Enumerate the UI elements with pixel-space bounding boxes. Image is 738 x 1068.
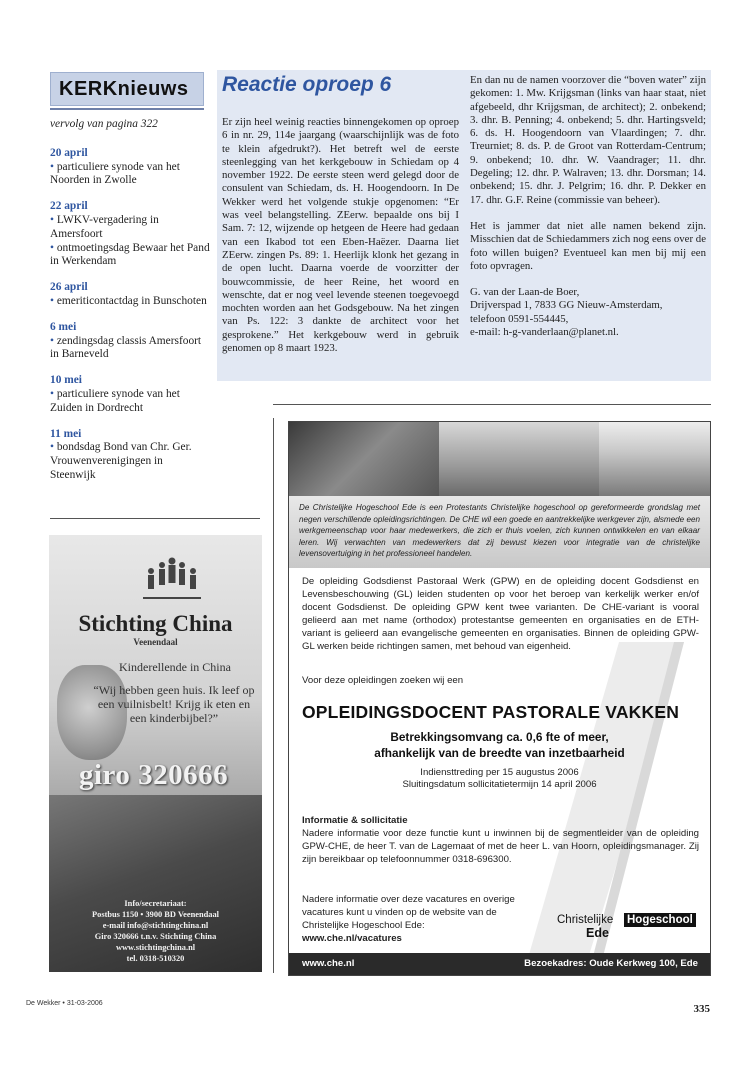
event-date: 6 mei bbox=[50, 320, 77, 333]
stichting-china-ad bbox=[49, 535, 262, 972]
china-ad-subtitle: Veenendaal bbox=[133, 637, 178, 647]
bullet-icon: • bbox=[50, 213, 57, 226]
china-ad-headline: Kinderellende in China bbox=[119, 660, 231, 674]
kerknieuws-column bbox=[50, 118, 210, 483]
kerknieuws-rule bbox=[50, 108, 204, 110]
kerknieuws-title: KERKnieuws bbox=[59, 78, 189, 100]
che-body: De opleiding Godsdienst Pastoraal Werk (GPW) en de opleiding docent Godsdienst en Levensbeschouwing (GL) leiden studenten op voor het beroep van kerkelijk werker en/of docent Godsdienst. De opleiding GPW kent twee varianten. De CHE-variant is vooral gelieerd aan met name (orthodox) protestantse gemeenten en organisaties en de ETH-variant is gelieerd aan evangelische gemeenten en organisaties. Binnen de opleiding GPW-GL werken beide richtingen samen, met behoud van eigenheid. bbox=[302, 576, 699, 652]
info-body: Nadere informatie voor deze functie kunt u inwinnen bij de segmentleider van de opleiding GPW-CHE, de heer T. van de Lagemaat of met de heer L. van Hoorn, opleidingsmanager. Zij zijn bereikbaar op telefoonnummer 0318-696300. bbox=[302, 827, 699, 865]
che-logo bbox=[557, 910, 702, 940]
signature-email: e-mail: h-g-vanderlaan@planet.nl. bbox=[470, 326, 619, 339]
more-info-text: Nadere informatie over deze vacatures en overige vacatures kunt u vinden op de website van de Christelijke Hogeschool Ede: bbox=[302, 894, 515, 931]
contact-line: www.stichtingchina.nl bbox=[115, 943, 196, 952]
event-item bbox=[50, 214, 210, 242]
closing-date: Sluitingsdatum sollicitatietermijn 14 april 2006 bbox=[402, 779, 597, 791]
signature-phone: telefoon 0591-554445, bbox=[470, 312, 569, 325]
event-item bbox=[50, 295, 210, 309]
event-item bbox=[50, 242, 210, 270]
che-intro: De Christelijke Hogeschool Ede is een Protestants Christelijke hogeschool op gereformeerde grondslag met negen verschillende opleidingsrichtingen. De CHE wil een goede en aantrekkelijke werkgever zijn, alsmede een werkgemeenschap voor haar medewerkers, die zich er thuis voelen, zich kunnen ontwikkelen en van elkaar leren. Wij verwachten van medewerkers dat zij bewust kiezen voor integratie van de christelijke levensovertuiging in het professioneel handelen. bbox=[289, 496, 710, 568]
che-footer-bar bbox=[289, 953, 710, 975]
che-zoeken: Voor deze opleidingen zoeken wij een bbox=[302, 675, 464, 686]
kerknieuws-events bbox=[50, 147, 210, 483]
vacancy-scope-line2: afhankelijk van de breedte van inzetbaarheid bbox=[374, 746, 625, 760]
info-section bbox=[302, 815, 699, 867]
event-item bbox=[50, 161, 210, 189]
kerknieuws-vervolg: vervolg van pagina 322 bbox=[50, 118, 158, 130]
china-ad-quote: “Wij hebben geen huis. Ik leef op een vuilnisbelt! Krijg ik eten en een kinderbijbel?” bbox=[93, 683, 255, 725]
contact-line: tel. 0318-510320 bbox=[126, 954, 185, 963]
bullet-icon: • bbox=[50, 387, 57, 400]
computer-lab-photo bbox=[439, 422, 599, 496]
che-visit-address: Bezoekadres: Oude Kerkweg 100, Ede bbox=[524, 958, 698, 969]
event-text: particuliere synode van het Noorden in Zwolle bbox=[50, 160, 180, 187]
logo-word-christelijke: Christelijke bbox=[557, 914, 614, 926]
contact-line: Info/secretariaat: bbox=[124, 899, 187, 908]
contact-line: Giro 320666 t.n.v. Stichting China bbox=[94, 932, 217, 941]
event-text: particuliere synode van het Zuiden in Dordrecht bbox=[50, 387, 180, 414]
reactie-closing: Het is jammer dat niet alle namen bekend zijn. Misschien dat de Schiedammers zich nog eens over de foto willen buigen? Eventueel kan men bij mij een foto opvragen. bbox=[470, 219, 706, 272]
more-info bbox=[302, 894, 532, 946]
event-date: 11 mei bbox=[50, 427, 82, 440]
che-vacancy-ad bbox=[288, 421, 711, 976]
signature-name: G. van der Laan-de Boer, bbox=[470, 286, 580, 299]
che-website-link[interactable]: www.che.nl bbox=[302, 958, 355, 969]
vertical-divider bbox=[273, 418, 274, 973]
event-text: ontmoetingsdag Bewaar het Pand in Werkendam bbox=[50, 241, 210, 268]
vacancy-title: OPLEIDINGSDOCENT PASTORALE VAKKEN bbox=[302, 702, 680, 722]
bullet-icon: • bbox=[50, 241, 57, 254]
kerknieuws-header bbox=[50, 72, 204, 106]
event-text: zendingsdag classis Amersfoort in Barneveld bbox=[50, 334, 202, 361]
vacancy-scope bbox=[289, 729, 710, 761]
building-photo bbox=[599, 422, 710, 496]
vacancy-scope-line1: Betrekkingsomvang ca. 0,6 fte of meer, bbox=[390, 730, 609, 744]
china-ad-title: Stichting China bbox=[78, 611, 233, 636]
bullet-icon: • bbox=[50, 441, 57, 454]
classroom-photo bbox=[289, 422, 439, 496]
china-ad-contact bbox=[49, 898, 262, 964]
vacancy-dates bbox=[289, 767, 710, 792]
event-text: bondsdag Bond van Chr. Ger. Vrouwenverenigingen in Steenwijk bbox=[50, 441, 192, 481]
start-date: Indiensttreding per 15 augustus 2006 bbox=[420, 767, 579, 778]
event-text: emeriticontactdag in Bunschoten bbox=[56, 294, 207, 307]
contact-line: Postbus 1150 • 3900 BD Veenendaal bbox=[92, 910, 219, 919]
event-text: LWKV-vergadering in Amersfoort bbox=[50, 213, 159, 240]
che-photo-strip bbox=[289, 422, 710, 496]
info-heading: Informatie & sollicitatie bbox=[302, 815, 408, 826]
reactie-column-1: Er zijn heel weinig reacties binnengekomen op oproep 6 in nr. 29, 114e jaargang (waarschijnlijk was de foto te klein afgedrukt?). Het betreft wel de eerste steenlegging van het kerkgebouw in Schiedam op 4 november 1922. De eerste steen werd gelegd door de consulent van Schiedam, ds. H. Hoogendoorn. In De Wekker werd het volgende stukje opgenomen: “Er was veel belangstelling. ZEerw. bepaalde ons bij I Sam. 7: 12, wijzende op hetgeen de Heere had gedaan van een Ikabod tot een Eben-Haëzer. Daarna liet ZEerw. zingen Ps. 89: 1. Heerlijk klonk het gezang in de open lucht. Daarna voerde de voorzitter der bouwcommissie, de heer Reine, het woord en wenschte, dat er nog veel levende steenen toegevoegd mochten worden aan het Godsgebouw. Na het zingen van Ps. 122: 3 dankte de architect voor het gesprokene.” Het kerkgebouw werd in gebruik genomen op 8 maart 1923. bbox=[222, 116, 459, 355]
reactie-names: En dan nu de namen voorzover die “boven water” zijn gekomen: 1. Mw. Krijgsman (links van haar staat, niet afgebeeld, dhr Krijgsman, de architect); 2. onbekend; 3. dhr. B. Penning; 4. onbekend; 5. dhr. Hartingsveld; 6. ds. H. Hoogendoorn van Vlaardingen; 7. dhr. Treurniet; 8. ds. P. de Groot van Rotterdam-Centrum; 9. onbekend; 10. dhr. W. Vaandrager; 11. dhr. Degeling; 12. dhr. P. Walraven; 13. dhr. Dorsman; 14. onbekend; 15. dhr. J. Pelgrim; 16. dhr. P. Dekker en 17. dhr. G.F. Reine (commissie van beheer). bbox=[470, 74, 706, 206]
logo-word-ede: Ede bbox=[586, 926, 609, 940]
event-date: 10 mei bbox=[50, 374, 82, 387]
publication-footer: De Wekker • 31-03-2006 bbox=[26, 1000, 103, 1007]
event-item bbox=[50, 388, 210, 416]
reactie-title: Reactie oproep 6 bbox=[222, 73, 392, 96]
contact-line: e-mail info@stichtingchina.nl bbox=[102, 921, 209, 930]
event-date: 26 april bbox=[50, 281, 88, 294]
event-item bbox=[50, 335, 210, 363]
event-date: 20 april bbox=[50, 146, 88, 159]
logo-word-hogeschool: Hogeschool bbox=[624, 913, 696, 927]
china-ad-giro: giro 320666 bbox=[79, 759, 229, 791]
bullet-icon: • bbox=[50, 160, 57, 173]
signature-address: Drijverspad 1, 7833 GG Nieuw-Amsterdam, bbox=[470, 299, 663, 312]
bullet-icon: • bbox=[50, 294, 57, 307]
reactie-column-2 bbox=[470, 74, 706, 339]
event-date: 22 april bbox=[50, 200, 88, 213]
vacatures-link[interactable]: www.che.nl/vacatures bbox=[302, 932, 402, 944]
left-divider bbox=[50, 518, 260, 519]
bullet-icon: • bbox=[50, 334, 57, 347]
children-figures-icon bbox=[141, 557, 203, 605]
event-item bbox=[50, 441, 210, 482]
top-divider bbox=[273, 404, 711, 405]
page-number: 335 bbox=[693, 1003, 710, 1015]
